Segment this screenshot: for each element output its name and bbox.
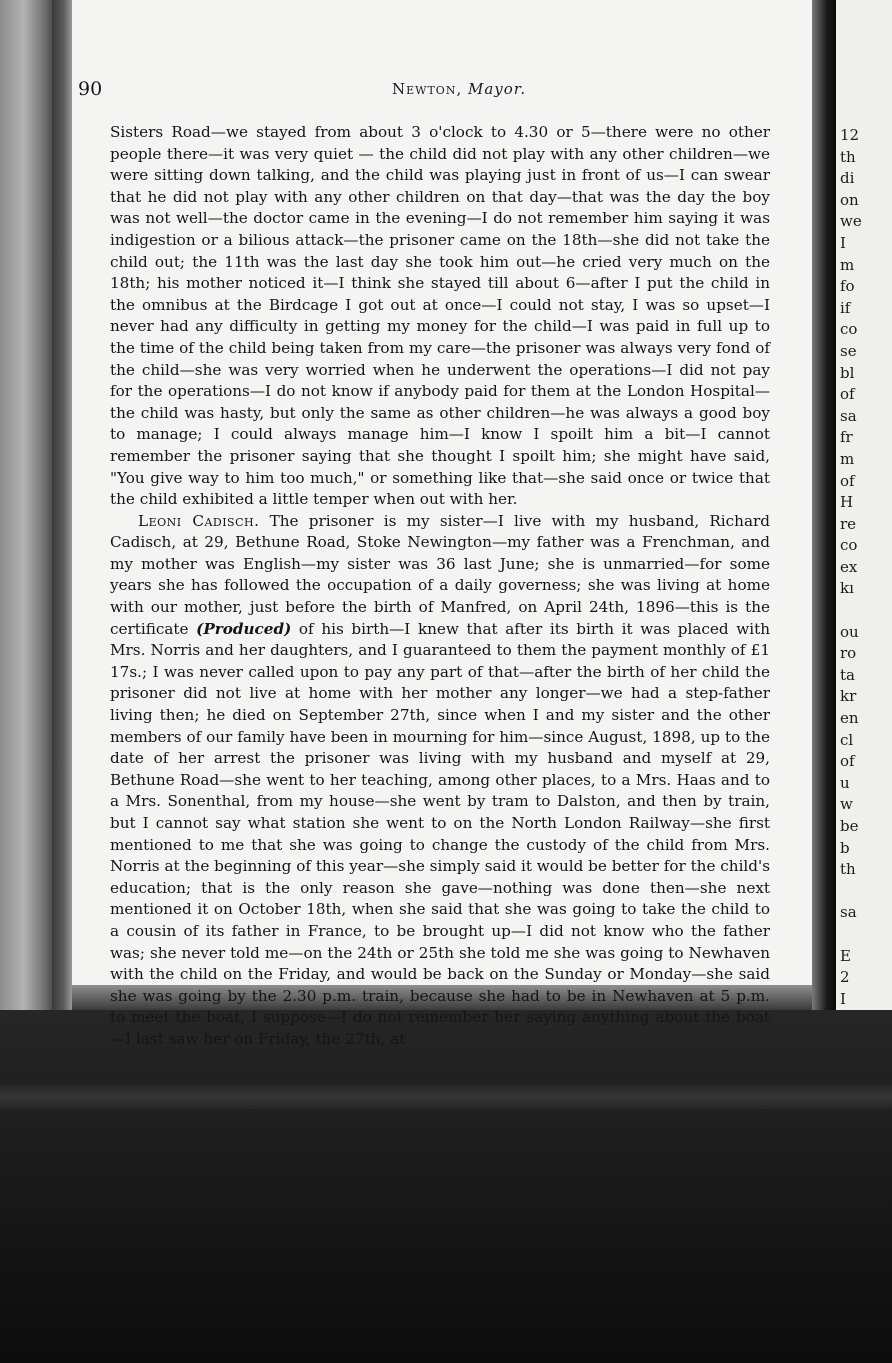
paragraph-testimony-continued: Sisters Road—we stayed from about 3 o'clock to 4.30 or 5—there were no other people there—it was very quiet — the child did not play with any other children—we were sitting down talking, and the child was playing just in front of us—I can swear that he did not play with any other children on that day—that was the day the boy was not well—the doctor came in the evening—I do not remember him saying it was indigestion or a bilious attack—the prisoner came on the 18th—she did not take the child out; the 11th was the last day she took him out—he cried very much on the 18th; his mother noticed it—I think she stayed till about 6—after I put the child in the omnibus at the Birdcage I got out at once—I could not stay, I was so upset—I never had any difficulty in getting my money for the child—I was paid in full up to the time of the child being taken from my care—the prisoner was always very fond of the child—she was very worried when he underwent the operations—I did not pay for the operations—I do not know if anybody paid for them at the London Hospital—the child was hasty, but only the same as other children—he was always a good boy to manage; I could always manage him—I know I spoilt him a bit—I cannot remember the prisoner saying that she thought I spoilt him; she might have said, "You give way to him too much," or something like that—she said once or twice that the child exhibited a little temper when out with her.	[110, 123, 770, 509]
scan-background-band	[0, 1085, 892, 1109]
running-head	[78, 78, 778, 102]
paragraph-text: The prisoner is my sister—I live with my husband, Richard Cadisch, at 29, Bethune Road, Stoke Newington—my father was a Frenchman, and my mother was English—my sister was 36 last June; she is unmarried—for some years she has followed the occupation of a daily governess; she was living at home with our mother, just before the birth of Manfred, on April 24th, 1896—this is the certificate	[110, 511, 770, 638]
paragraph-text: of his birth—I knew that after its birth it was placed with Mrs. Norris and her daughters, and I guaranteed to them the payment monthly of £1 17s.; I was never called upon to pay any part of that—after the birth of her child the prisoner did not live at home with her mother any longer—we had a step-father living then; he died on September 27th, since when I and my sister and the other members of our family have been in mourning for him—since August, 1898, up to the date of her arrest the prisoner was living with my husband and myself at 29, Bethune Road—she went to her teaching, among other places, to a Mrs. Haas and to a Mrs. Sonenthal, from my house—she went by tram to Dalston, and then by train, but I cannot say what station she went to on the North London Railway—she first mentioned to me that she was going to change the custody of the child from Mrs. Norris at the beginning of this year—she simply said it would be better for the child's education; that is the only reason she gave—nothing was done then—she next mentioned it on October 18th, when she said that she was going to take the child to a cousin of its father in France, to be brought up—I did not know who the father was; she never told me—on the 24th or 25th she told me she was going to Newhaven with the child on the Friday, and would be back on the Sunday or Monday—she said she was going by the 2.30 p.m. train, because she had to be in Newhaven at 5 p.m. to meet the boat, I suppose—I do not remember her saying anything about the boat—I last saw her on Friday, the 27th, at	[110, 619, 770, 1048]
produced-note: (Produced)	[196, 619, 292, 638]
page-body-text	[110, 122, 770, 1051]
book-spine	[812, 0, 836, 1010]
scan-background	[0, 1010, 892, 1363]
running-head-role: Mayor.	[468, 80, 527, 98]
facing-page-text-fragments: 12 th di on we I m fo if co se bl of sa fr m of H re co ex kı ou ro ta kr en cl of u w be b th sa E 2 I	[840, 126, 862, 1008]
running-head-name: Newton,	[392, 80, 463, 98]
witness-name: Leoni Cadisch.	[138, 511, 260, 530]
running-head-title	[392, 80, 526, 98]
page-number: 90	[78, 78, 103, 100]
facing-page-edge	[836, 0, 892, 1010]
paragraph-leoni-cadisch	[110, 511, 770, 1051]
